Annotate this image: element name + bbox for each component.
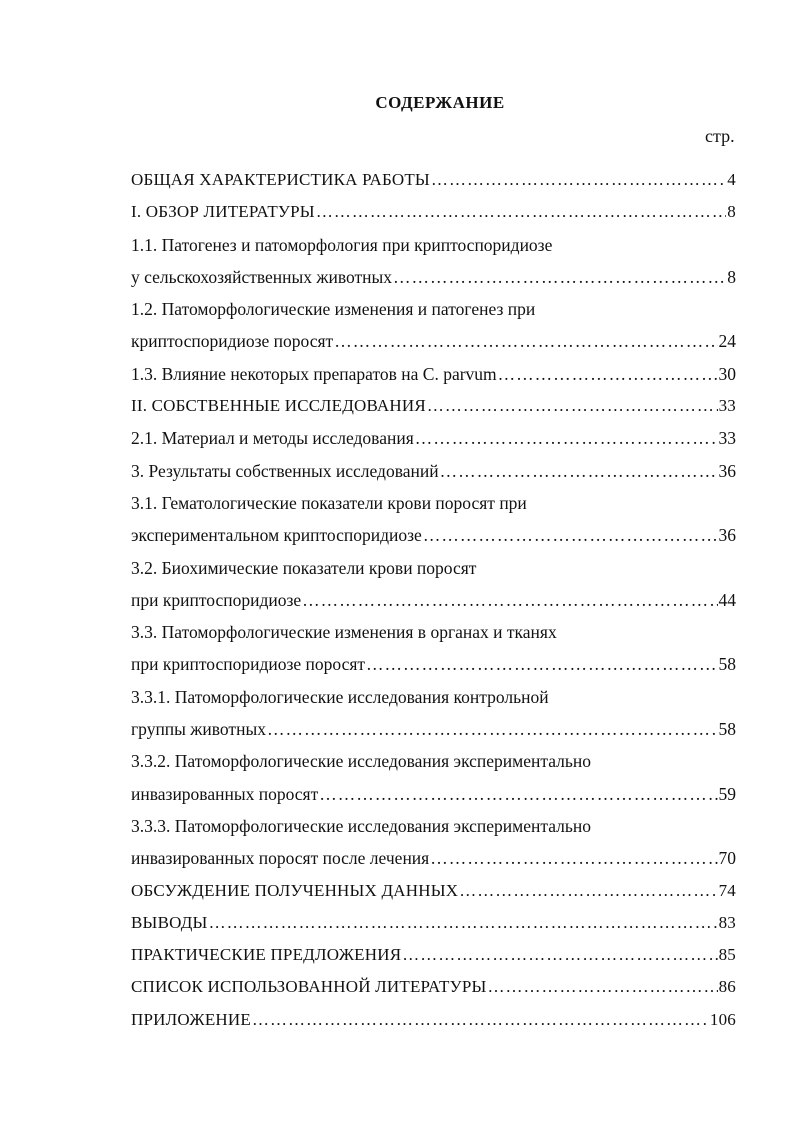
toc-entry — [131, 778, 736, 810]
toc-page-number: 59 — [718, 783, 736, 804]
toc-entry — [131, 875, 736, 907]
toc-dot-leader — [319, 778, 717, 810]
toc-entry — [131, 1004, 736, 1036]
toc-dot-leader — [498, 358, 718, 390]
toc-entry-title: криптоспоридиозе поросят — [131, 331, 334, 352]
toc-page-number: 83 — [718, 912, 736, 932]
toc-entry-first-line: 3.3.3. Патоморфологические исследования экспериментально — [131, 815, 591, 836]
toc-entry-title: у сельскохозяйственных животных — [131, 266, 393, 287]
toc-page-number: 8 — [727, 202, 736, 222]
toc-page-number: 85 — [718, 945, 736, 965]
toc-page-number: 24 — [718, 331, 736, 352]
toc-entry-first-line: 3.3.2. Патоморфологические исследования экспериментально — [131, 751, 591, 772]
toc-entry-title: ПРИЛОЖЕНИЕ — [131, 1009, 251, 1029]
toc-entry — [131, 648, 736, 680]
toc-page-number: 106 — [709, 1009, 736, 1029]
toc-dot-leader — [440, 455, 718, 487]
toc-dot-leader — [334, 325, 717, 357]
toc-entry — [131, 584, 736, 616]
toc-entry-first-line: 1.1. Патогенез и патоморфология при криптоспоридиозе — [131, 234, 553, 255]
toc-dot-leader — [302, 584, 717, 616]
toc-entry-first-line: 1.2. Патоморфологические изменения и патогенез при — [131, 299, 536, 320]
toc-page-number: 58 — [718, 654, 736, 675]
toc-page-number: 74 — [718, 880, 736, 900]
toc-page-number: 33 — [718, 396, 736, 416]
toc-page-number: 36 — [718, 460, 736, 481]
toc-entry-title: экспериментальном криптоспоридиозе — [131, 525, 422, 546]
toc-entry — [131, 519, 736, 551]
toc-entry-title: 1.3. Влияние некоторых препаратов на C. parvum — [131, 363, 497, 384]
toc-entry — [131, 325, 736, 357]
toc-dot-leader — [393, 261, 726, 293]
toc-entry — [131, 261, 736, 293]
toc-dot-leader — [316, 196, 726, 228]
toc-page-number: 44 — [718, 589, 736, 610]
toc-entry — [131, 164, 736, 196]
toc-page-number: 8 — [727, 266, 736, 287]
toc-entry — [131, 971, 736, 1003]
toc-dot-leader — [423, 519, 718, 551]
toc-dot-leader — [267, 713, 718, 745]
toc-dot-leader — [402, 939, 717, 971]
table-of-contents — [131, 164, 736, 1036]
toc-dot-leader — [252, 1004, 709, 1036]
toc-entry-title: группы животных — [131, 719, 266, 740]
toc-entry — [131, 713, 736, 745]
toc-entry — [131, 422, 736, 454]
toc-page-number: 70 — [718, 848, 736, 869]
toc-dot-leader — [366, 648, 717, 680]
page-column-label: стр. — [705, 126, 735, 146]
toc-entry-first-line: 3.3. Патоморфологические изменения в органах и тканях — [131, 622, 557, 643]
toc-dot-leader — [415, 422, 718, 454]
page-title: СОДЕРЖАНИЕ — [375, 93, 505, 112]
toc-dot-leader — [209, 907, 718, 939]
toc-page-number: 58 — [718, 719, 736, 740]
toc-entry — [131, 196, 736, 228]
toc-entry — [131, 842, 736, 874]
toc-dot-leader — [488, 971, 718, 1003]
toc-page-number: 33 — [718, 428, 736, 449]
toc-entry-title: II. СОБСТВЕННЫЕ ИССЛЕДОВАНИЯ — [131, 396, 426, 416]
toc-entry-title: СПИСОК ИСПОЛЬЗОВАННОЙ ЛИТЕРАТУРЫ — [131, 977, 487, 997]
toc-dot-leader — [430, 842, 717, 874]
toc-page-number: 4 — [727, 170, 736, 189]
toc-entry-title: ПРАКТИЧЕСКИЕ ПРЕДЛОЖЕНИЯ — [131, 945, 402, 965]
toc-dot-leader — [459, 875, 717, 907]
toc-dot-leader — [427, 390, 718, 422]
toc-entry-title: при криптоспоридиозе — [131, 589, 302, 610]
toc-page-number: 86 — [718, 977, 736, 997]
toc-entry — [131, 907, 736, 939]
toc-page-number: 36 — [718, 525, 736, 546]
toc-entry-title: инвазированных поросят после лечения — [131, 848, 430, 869]
toc-entry — [131, 358, 736, 390]
toc-entry-first-line: 3.2. Биохимические показатели крови поросят — [131, 557, 477, 578]
toc-entry-title: 3. Результаты собственных исследований — [131, 460, 439, 481]
toc-entry-title: при криптоспоридиозе поросят — [131, 654, 366, 675]
toc-entry-title: ВЫВОДЫ — [131, 912, 208, 932]
toc-entry-title: ОБЩАЯ ХАРАКТЕРИСТИКА РАБОТЫ — [131, 170, 430, 189]
toc-entry-first-line: 3.3.1. Патоморфологические исследования контрольной — [131, 686, 549, 707]
toc-page-number: 30 — [718, 363, 736, 384]
toc-entry — [131, 939, 736, 971]
toc-entry-first-line: 3.1. Гематологические показатели крови поросят при — [131, 492, 527, 513]
toc-entry-title: 2.1. Материал и методы исследования — [131, 428, 414, 449]
toc-dot-leader — [431, 164, 726, 196]
toc-entry — [131, 455, 736, 487]
toc-entry — [131, 390, 736, 422]
toc-entry-title: I. ОБЗОР ЛИТЕРАТУРЫ — [131, 202, 315, 222]
toc-entry-title: инвазированных поросят — [131, 783, 319, 804]
toc-entry-title: ОБСУЖДЕНИЕ ПОЛУЧЕННЫХ ДАННЫХ — [131, 880, 459, 900]
